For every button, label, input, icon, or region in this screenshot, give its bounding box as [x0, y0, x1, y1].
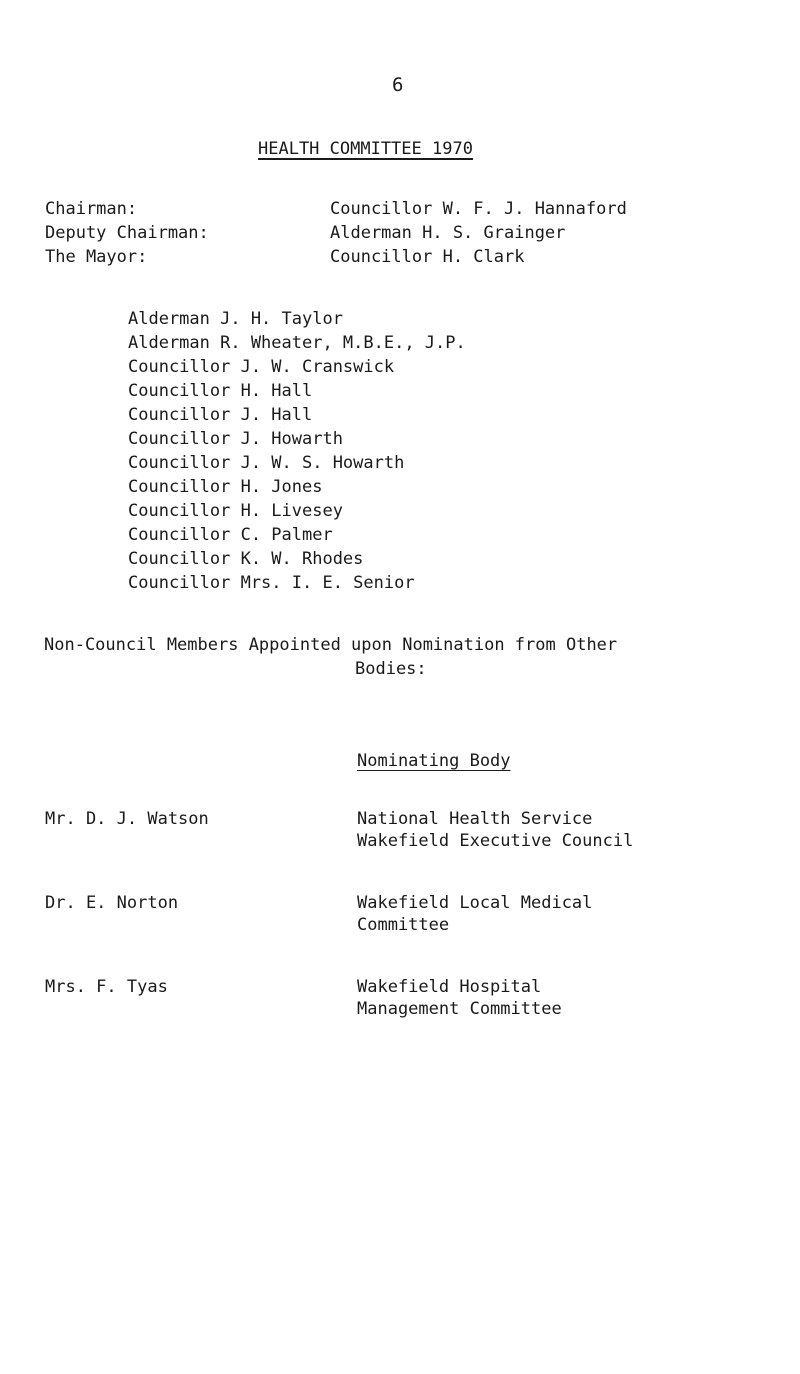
member-item: Alderman J. H. Taylor — [128, 309, 343, 329]
non-council-heading-cont: Bodies: — [355, 659, 427, 679]
nominating-body-line: Management Committee — [357, 999, 562, 1019]
nominee-name: Mr. D. J. Watson — [45, 809, 209, 829]
officer-role: The Mayor: — [45, 247, 148, 267]
nominee-name: Mrs. F. Tyas — [45, 977, 168, 997]
nominating-body-line: Wakefield Hospital — [357, 977, 542, 997]
officer-name: Alderman H. S. Grainger — [330, 223, 566, 243]
page-title: HEALTH COMMITTEE 1970 — [258, 139, 473, 159]
page-number: 6 — [392, 74, 404, 96]
nominating-body — [357, 892, 592, 936]
non-council-heading: Non-Council Members Appointed upon Nomination from Other — [44, 635, 618, 655]
nominee-name: Dr. E. Norton — [45, 893, 179, 913]
nominating-body — [357, 976, 562, 1020]
officer-name: Councillor H. Clark — [330, 247, 525, 267]
member-item: Councillor H. Livesey — [128, 501, 343, 521]
member-item: Councillor H. Jones — [128, 477, 323, 497]
member-item: Alderman R. Wheater, M.B.E., J.P. — [128, 333, 466, 353]
member-item: Councillor J. Howarth — [128, 429, 343, 449]
member-item: Councillor J. W. S. Howarth — [128, 453, 405, 473]
member-item: Councillor H. Hall — [128, 381, 313, 401]
officer-role: Deputy Chairman: — [45, 223, 209, 243]
officer-name: Councillor W. F. J. Hannaford — [330, 199, 627, 219]
officer-role: Chairman: — [45, 199, 138, 219]
member-item: Councillor J. Hall — [128, 405, 313, 425]
nominating-body — [357, 808, 633, 852]
member-item: Councillor Mrs. I. E. Senior — [128, 573, 415, 593]
nominating-body-line: Committee — [357, 915, 450, 935]
nominating-body-line: Wakefield Local Medical — [357, 893, 593, 913]
member-item: Councillor J. W. Cranswick — [128, 357, 395, 377]
member-item: Councillor K. W. Rhodes — [128, 549, 364, 569]
nominating-body-line: Wakefield Executive Council — [357, 831, 634, 851]
nominating-body-line: National Health Service — [357, 809, 593, 829]
nominating-body-heading: Nominating Body — [357, 751, 511, 771]
member-item: Councillor C. Palmer — [128, 525, 333, 545]
